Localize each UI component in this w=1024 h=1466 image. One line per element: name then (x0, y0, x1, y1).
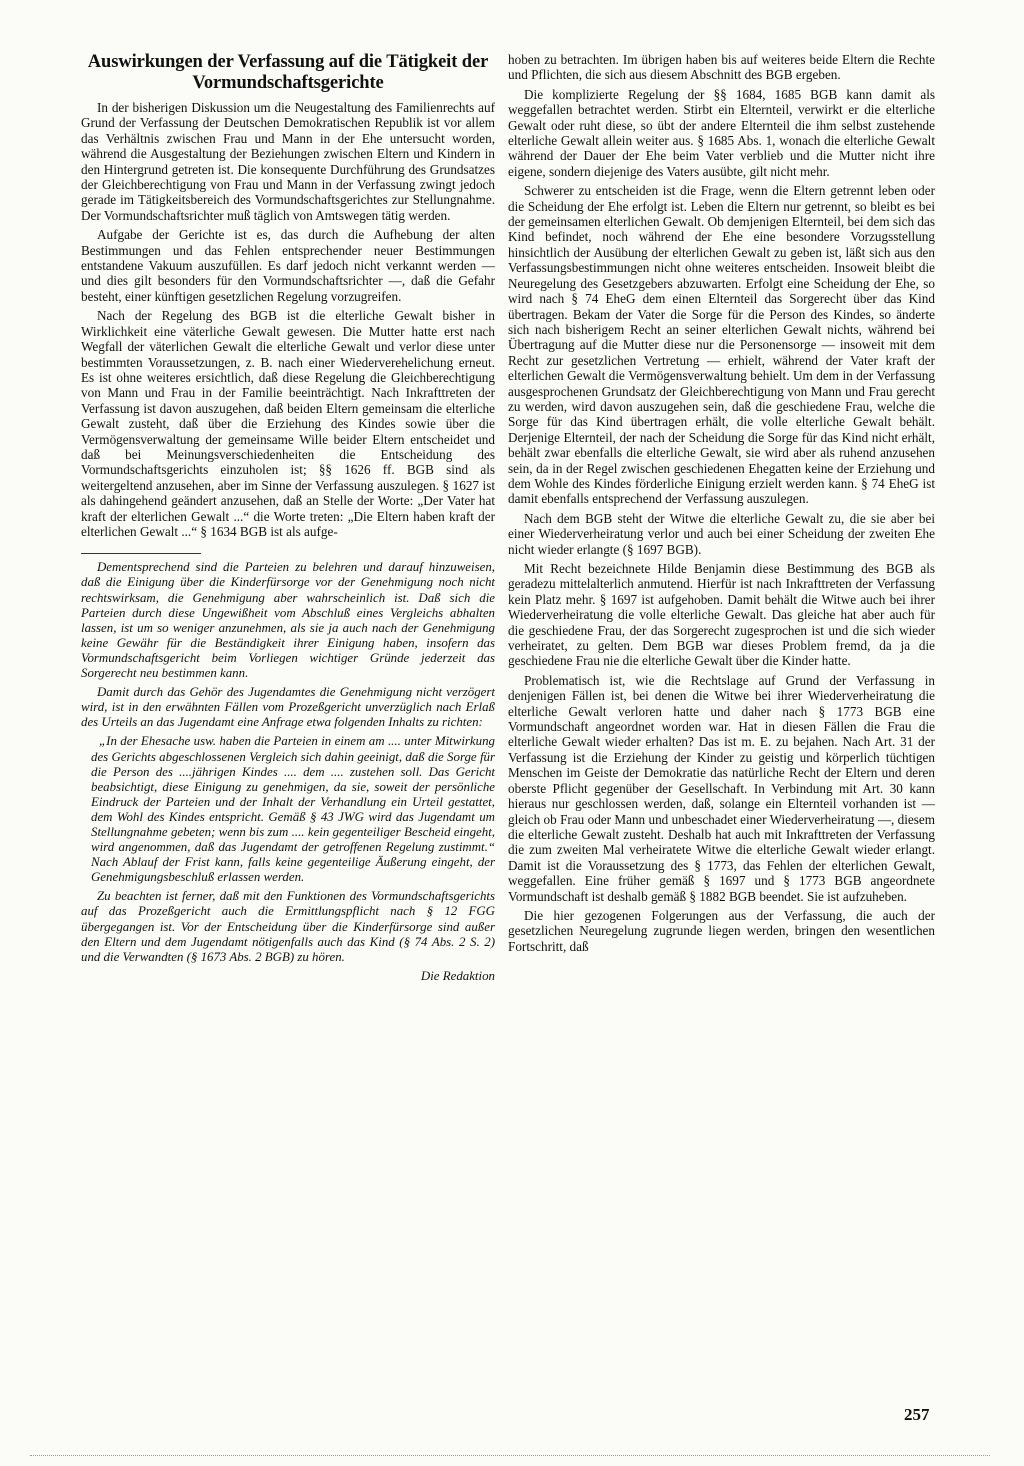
right-column (508, 52, 935, 958)
note-quote: „In der Ehesache usw. haben die Parteien in einem am .... unter Mitwirkung des Gerichts abgeschlossenen Vergleich sich dahin geeinigt, daß die Sorge für die Person des ....jährigen Kindes .... dem .... zustehen soll. Das Gericht beabsichtigt, diese Einigung zu genehmigen, da sie, soweit der persönliche Eindruck der Parteien und der Inhalt der Verhandlung ein Urteil gestattet, dem Wohl des Kindes entspricht. Gemäß § 43 JWG wird das Jugendamt um Stellungnahme gebeten; wenn bis zum .... kein gegenteiliger Bescheid eingeht, wird angenommen, daß das Jugendamt der getroffenen Regelung zustimmt.“ Nach Ablauf der Frist kann, falls keine gegenteilige Äußerung eingeht, der Genehmigungsbeschluß erlassen werden. (91, 734, 495, 885)
note-paragraph: Zu beachten ist ferner, daß mit den Funktionen des Vormundschaftsgerichts auf das Prozeßgericht auch die Ermittlungspflicht nach § 12 FGG übergegangen ist. Vor der Entscheidung über die Kinderfürsorge sind außer den Eltern und dem Jugendamt nötigenfalls auch das Kind (§ 74 Abs. 2 S. 2) und die Verwandten (§ 1673 Abs. 2 BGB) zu hören. (81, 889, 495, 964)
article-title: Auswirkungen der Verfassung auf die Tätigkeit der Vormundschaftsgerichte (87, 52, 489, 93)
body-paragraph: Schwerer zu entscheiden ist die Frage, wenn die Eltern getrennt leben oder die Scheidung der Ehe erfolgt ist. Leben die Eltern nur getrennt, so bleibt es bei der gemeinsamen elterlichen Gewalt. Ob demjenigen Elternteil, bei dem sich das Kind befindet, noch während der Ehe eine besondere Vorzugsstellung hinsichtlich der Ausübung der elterlichen Gewalt zu geben ist, läßt sich aus den Verfassungsbestimmungen nicht ohne weiteres entscheiden. Insoweit bleibt die Neuregelung des Gesetzgebers abzuwarten. Erfolgt eine Scheidung der Ehe, so wird nach § 74 EheG dem einen Elternteil das Sorgerecht über das Kind übertragen. Bekam der Vater die Sorge für die Person des Kindes, so änderte sich nach bisherigem Recht an seiner elterlichen Gewalt nichts, während bei Übertragung auf die Mutter diese nur die Personensorge — insoweit mit dem Recht zur gesetzlichen Vertretung — erhielt, während der Vater kraft der elterlichen Gewalt die Vermögensverwaltung behielt. Um dem in der Verfassung ausgesprochenen Grundsatz der Gleichberechtigung von Mann und Frau gerecht zu werden, wird davon auszugehen sein, daß die geschiedene Frau, welche die Sorge für das Kind übertragen erhält, die volle elterliche Gewalt behält. Derjenige Elternteil, der nach der Scheidung die Sorge für das Kind nicht erhält, behält zwar ebenfalls die elterliche Gewalt, sie wird aber als ruhend anzusehen sein, da in der Regel zwischen geschiedenen Ehegatten keine der Erziehung und dem Wohle des Kindes förderliche Einigung erzielt werden kann. § 74 EheG ist damit ebenfalls entsprechend der Verfassung auszulegen. (508, 183, 935, 507)
left-column (81, 52, 495, 984)
page-bottom-edge (30, 1455, 990, 1459)
editorial-note (81, 560, 495, 983)
body-paragraph: Die hier gezogenen Folgerungen aus der Verfassung, die auch der gesetzlichen Neuregelung zugrunde liegen werden, bringen den wesentlichen Fortschritt, daß (508, 907, 935, 954)
note-paragraph: Dementsprechend sind die Parteien zu belehren und darauf hinzuweisen, daß die Einigung über die Kinderfürsorge vor der Genehmigung noch nicht rechtswirksam, die Genehmigung aber wahrscheinlich ist. Daß sich die Parteien durch diese Ungewißheit vom Abschluß eines Vergleichs abhalten lassen, ist um so weniger anzunehmen, als sie ja auch nach der Genehmigung keine Gewähr für die Beständigkeit ihrer Einigung haben, insofern das Vormundschaftsgericht beim Vorliegen wichtiger Gründe jederzeit das Sorgerecht neu bestimmen kann. (81, 560, 495, 681)
note-signature: Die Redaktion (420, 968, 495, 983)
body-paragraph: Die komplizierte Regelung der §§ 1684, 1685 BGB kann damit als weggefallen betrachtet werden. Stirbt ein Elternteil, verwirkt er die elterliche Gewalt oder ruht diese, so übt der andere Elternteil die ihm selbst zustehende elterliche Gewalt allein weiter aus. § 1685 Abs. 1, wonach die elterliche Gewalt während der Dauer der Ehe beim Vater verblieb und die Mutter nicht ihre eigene, sondern diejenige des Vaters ausübte, gilt nicht mehr. (508, 86, 935, 179)
body-paragraph: Aufgabe der Gerichte ist es, das durch die Aufhebung der alten Bestimmungen und das Fehlen entsprechender neuer Bestimmungen entstandene Vakuum auszufüllen. Es darf jedoch nicht verkannt werden — und dies gilt besonders für den Vormundschaftsrichter —, daß die Gefahr besteht, einer künftigen gesetzlichen Regelung vorzugreifen. (81, 227, 495, 304)
body-paragraph: Mit Recht bezeichnete Hilde Benjamin diese Bestimmung des BGB als geradezu mittelalterlich anmutend. Hierfür ist nach Inkrafttreten der Verfassung kein Platz mehr. § 1697 ist aufgehoben. Damit behält die Witwe auch bei ihrer Wiederverheiratung die volle elterliche Gewalt. Das gleiche hat aber auch für die geschiedene Frau, der das Sorgerecht zugesprochen ist und die sich wieder verheiratet, zu gelten. Dem BGB war dieses Problem fremd, da ja die geschiedene Frau nie die elterliche Gewalt über die Kinder hatte. (508, 561, 935, 669)
footnote-divider (81, 553, 201, 554)
body-paragraph: hoben zu betrachten. Im übrigen haben bis auf weiteres beide Eltern die Rechte und Pflichten, die sich aus diesem Abschnitt des BGB ergeben. (508, 52, 935, 83)
body-paragraph: In der bisherigen Diskussion um die Neugestaltung des Familienrechts auf Grund der Verfassung der Deutschen Demokratischen Republik ist vor allem das Verhältnis zwischen Frau und Mann in der Ehe untersucht worden, während die Ausgestaltung der Beziehungen zwischen Eltern und Kindern in den Hintergrund getreten ist. Die konsequente Durchführung des Grundsatzes der Gleichberechtigung von Frau und Mann in der Verfassung zwingt jedoch gerade im Tätigkeitsbereich des Vormundschaftsgerichtes zur Stellungnahme. Der Vormundschaftsrichter muß täglich von Amtswegen tätig werden. (81, 100, 495, 223)
body-paragraph: Nach dem BGB steht der Witwe die elterliche Gewalt zu, die sie aber bei einer Wiederverheiratung verlor und auch bei einer Scheidung der zweiten Ehe nicht wieder erlangte (§ 1697 BGB). (508, 510, 935, 557)
body-paragraph: Nach der Regelung des BGB ist die elterliche Gewalt bisher in Wirklichkeit eine väterliche Gewalt gewesen. Die Mutter hatte erst nach Wegfall der väterlichen Gewalt die elterliche Gewalt und verlor diese unter bestimmten Voraussetzungen, z. B. nach einer Wiederverehelichung erneut. Es ist ohne weiteres ersichtlich, daß diese Regelung die Gleichberechtigung von Mann und Frau in der Familie beeinträchtigt. Nach Inkrafttreten der Verfassung ist davon auszugehen, daß beiden Eltern gemeinsam die elterliche Gewalt zusteht, daß über die Erziehung des Kindes sowie über die Vermögensverwaltung der gemeinsame Wille beider Eltern entscheidet und daß bei Meinungsverschiedenheiten die Entscheidung des Vormundschaftsgerichts einzuholen ist; §§ 1626 ff. BGB sind als weitergeltend anzusehen, aber im Sinne der Verfassung auszulegen. § 1627 ist als dahingehend geändert anzusehen, daß an Stelle der Worte: „Der Vater hat kraft der elterlichen Gewalt ...“ die Worte treten: „Die Eltern haben kraft der elterlichen Gewalt ...“ § 1634 BGB ist als aufge- (81, 308, 495, 539)
note-paragraph: Damit durch das Gehör des Jugendamtes die Genehmigung nicht verzögert wird, ist in den erwähnten Fällen vom Prozeßgericht unverzüglich nach Erlaß des Urteils an das Jugendamt eine Anfrage etwa folgenden Inhalts zu richten: (81, 685, 495, 730)
body-paragraph: Problematisch ist, wie die Rechtslage auf Grund der Verfassung in denjenigen Fällen ist, bei denen die Witwe bei ihrer Wiederverheiratung die elterliche Gewalt verloren hatte und daher nach § 1773 BGB eine Vormundschaft angeordnet worden war. Hat in diesen Fällen die Frau die elterliche Gewalt wieder erhalten? Das ist m. E. zu bejahen. Nach Art. 31 der Verfassung ist die Erziehung der Kinder zu geistig und körperlich tüchtigen Menschen im Geiste der Demokratie das natürliche Recht der Eltern und deren oberste Pflicht gegenüber der Gesellschaft. In Verbindung mit Art. 30 kann hieraus nur geschlossen werden, daß, solange ein Elternteil vorhanden ist — gleich ob Frau oder Mann und unbeschadet einer Wiederverheiratung —, diesem die elterliche Gewalt zusteht. Deshalb hat auch mit Inkrafttreten der Verfassung die zum zweiten Mal verheiratete Witwe die elterliche Gewalt wieder erlangt. Damit ist die Voraussetzung des § 1773, das Fehlen der elterlichen Gewalt, weggefallen. Eine früher gemäß § 1697 und § 1773 BGB angeordnete Vormundschaft ist deshalb gemäß § 1882 BGB beendet. Sie ist aufzuheben. (508, 672, 935, 904)
page-number: 257 (904, 1405, 930, 1424)
